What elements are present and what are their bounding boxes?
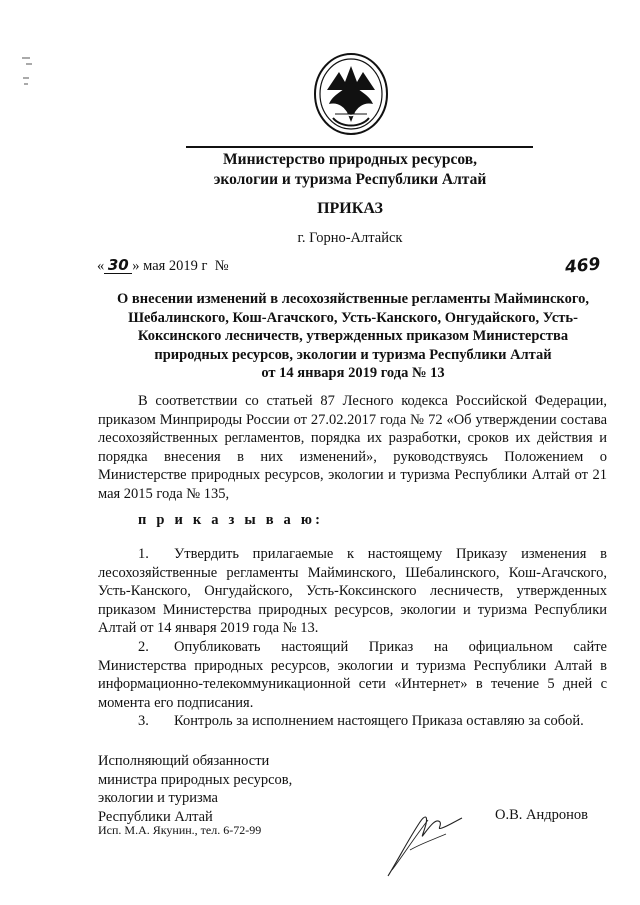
document-date — [97, 258, 229, 275]
decree-item-3 — [98, 712, 607, 731]
preamble-paragraph: В соответствии со статьей 87 Лесного кодекса Российской Федерации, приказом Минприроды России от 27.02.2017 года № 72 «Об утверждении состава лесохозяйственных регламентов, порядка их разработки, сроков их действия и порядка внесения в них изменений», руководствуясь Положением о Министерстве природных ресурсов, экологии и туризма Республики Алтай от 21 мая 2015 года № 135, — [98, 393, 607, 502]
item-number: 1. — [138, 546, 149, 562]
emblem-icon — [313, 52, 389, 136]
signer-line-3: экологии и туризма — [98, 790, 218, 807]
item-text: Утвердить прилагаемые к настоящему Приказу изменения в лесохозяйственные регламенты Майминского, Шебалинского, Кош-Агачского, Усть-Канского, Онгудайского, Усть-Коксинского лесничеств, утвержденных приказом Министерства природных ресурсов, экологии и туризма Республики Алтай от 14 января 2019 года № 13. — [98, 546, 607, 637]
date-month-year: » мая 2019 г № — [132, 258, 229, 274]
title-line-2: Шебалинского, Кош-Агачского, Усть-Канского, Онгудайского, Усть- — [128, 309, 578, 326]
margin-marks — [20, 50, 40, 90]
signer-line-1: Исполняющий обязанности — [98, 753, 270, 769]
item-text: Контроль за исполнением настоящего Приказа оставляю за собой. — [174, 713, 584, 730]
item-number: 2. — [138, 638, 149, 655]
document-type: ПРИКАЗ — [317, 200, 383, 217]
item-number: 3. — [138, 713, 149, 730]
org-line-2: экологии и туризма Республики Алтай — [213, 171, 487, 188]
signer-name: О.В. Андронов — [495, 807, 588, 823]
signer-line-4: Республики Алтай — [98, 808, 213, 825]
organization-name — [150, 150, 550, 190]
document-city: г. Горно-Алтайск — [297, 230, 403, 246]
signer-line-2: министра природных ресурсов, — [98, 771, 293, 788]
title-line-3: Коксинского лесничеств, утвержденных приказом Министерства — [137, 328, 569, 344]
decree-items — [98, 545, 607, 731]
date-day-handwritten: 30 — [104, 258, 132, 274]
document-title — [98, 290, 608, 383]
org-line-1: Министерство природных ресурсов, — [223, 151, 477, 168]
decree-word: п р и к а з ы в а ю: — [138, 512, 324, 528]
decree-item-2 — [98, 638, 607, 712]
header-rule — [186, 146, 533, 148]
decree-item-1 — [98, 545, 607, 638]
signer-title — [98, 752, 292, 826]
signature-icon — [380, 800, 470, 880]
title-line-4: природных ресурсов, экологии и туризма Республики Алтай — [154, 346, 552, 363]
item-text: Опубликовать настоящий Приказ на официальном сайте Министерства природных ресурсов, экологии и туризма Республики Алтай в информационно-телекоммуникационной сети «Интернет» в течение 5 дней с момента его подписания. — [98, 638, 607, 711]
executor-note: Исп. М.А. Якунин., тел. 6-72-99 — [98, 823, 262, 837]
document-number-handwritten: 469 — [564, 254, 602, 278]
title-line-1: О внесении изменений в лесохозяйственные регламенты Майминского, — [117, 291, 589, 307]
date-open-quote: « — [97, 258, 105, 274]
title-line-5: от 14 января 2019 года № 13 — [261, 365, 445, 381]
